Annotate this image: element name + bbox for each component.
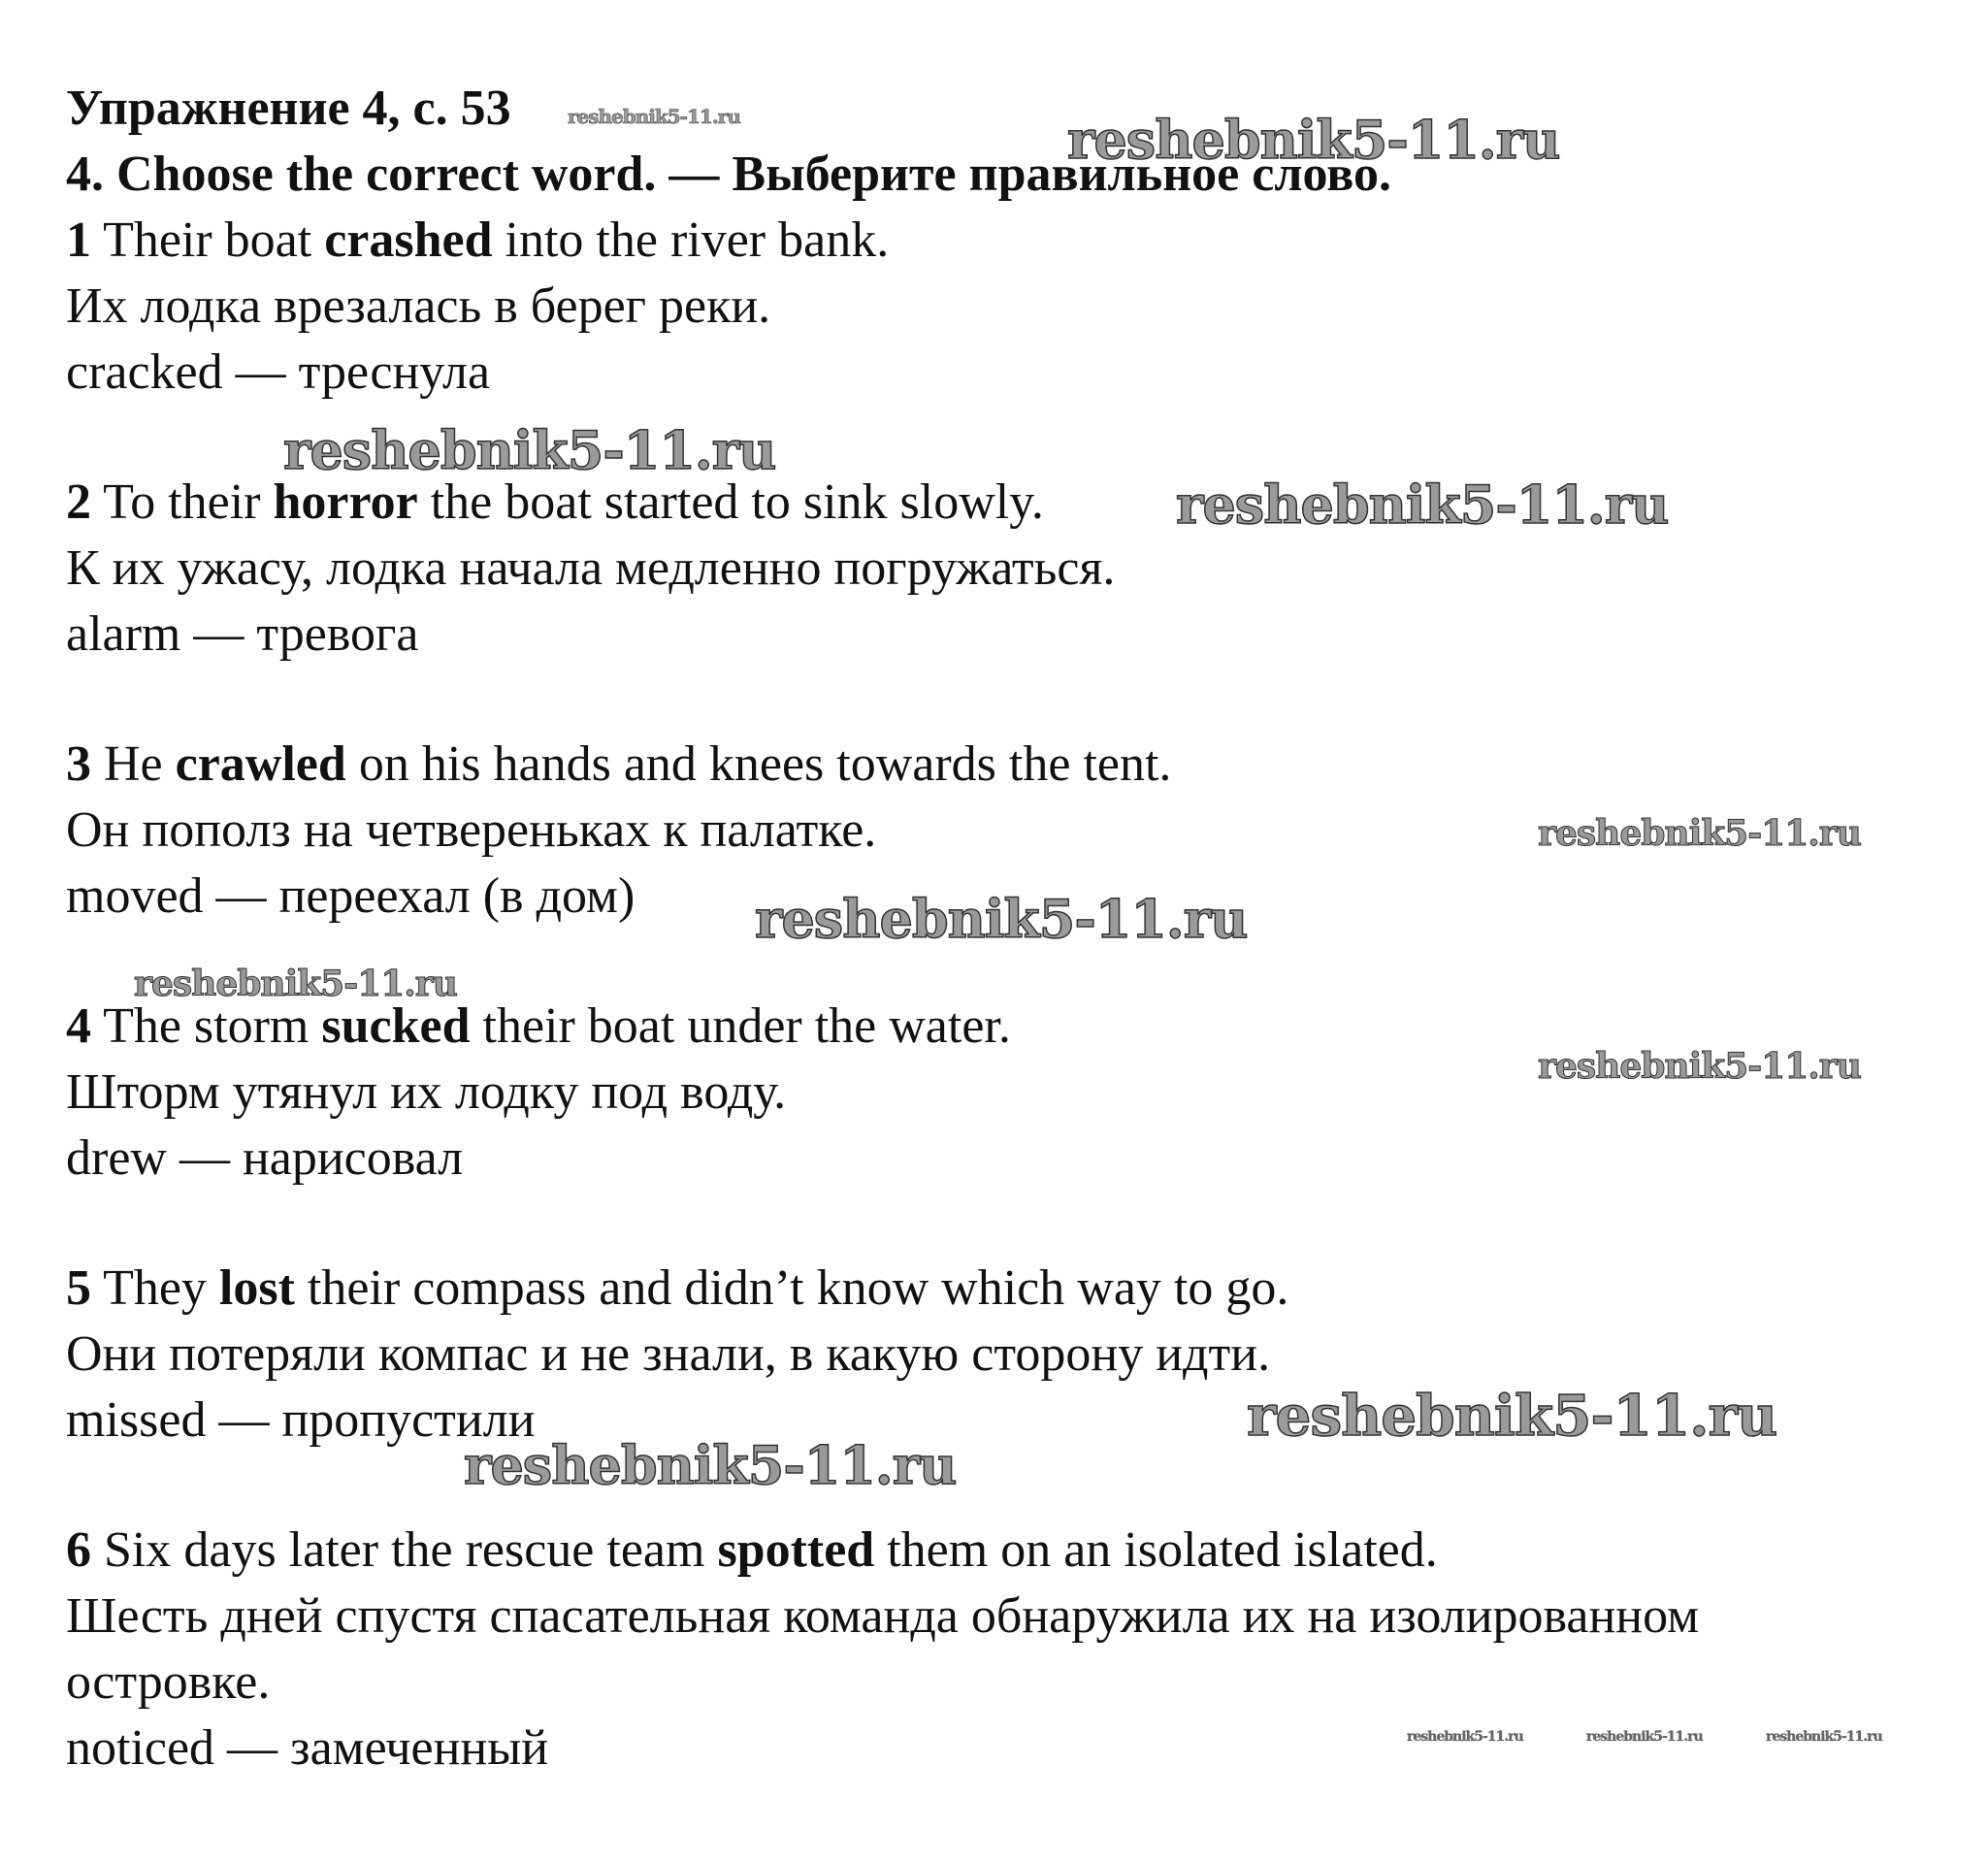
item-1-english: 1 Their boat crashed into the river bank. (66, 212, 890, 268)
item-4-translation: Шторм утянул их лодку под воду. (66, 1064, 787, 1120)
watermark: reshebnik5-11.ru (1067, 109, 1560, 171)
item-number: 2 (66, 474, 91, 530)
watermark: reshebnik5-11.ru (134, 964, 457, 1004)
watermark: reshebnik5-11.ru (1247, 1383, 1777, 1449)
watermark: reshebnik5-11.ru (568, 105, 740, 128)
item-3-translation: Он пополз на четвереньках к палатке. (66, 802, 877, 858)
watermark: reshebnik5-11.ru (755, 888, 1248, 950)
item-1-alternative: cracked — треснула (66, 344, 491, 400)
item-4-english: 4 The storm sucked their boat under the water. (66, 998, 1011, 1054)
task-instruction: 4. Choose the correct word. — Выберите правильное слово. (66, 147, 1391, 202)
item-5-english: 5 They lost their compass and didn’t know which way to go. (66, 1260, 1289, 1316)
item-6-translation: Шесть дней спустя спасательная команда обнаружила их на изолированном (66, 1588, 1700, 1644)
item-3-alternative: moved — переехал (в дом) (66, 868, 636, 924)
correct-word: horror (273, 474, 418, 530)
correct-word: crashed (324, 212, 493, 268)
item-2-translation: К их ужасу, лодка начала медленно погружаться. (66, 540, 1116, 596)
item-1-translation: Их лодка врезалась в берег реки. (66, 278, 771, 334)
item-number: 5 (66, 1260, 91, 1316)
watermark: reshebnik5-11.ru (464, 1434, 957, 1496)
item-4-alternative: drew — нарисовал (66, 1130, 464, 1186)
item-5-translation: Они потеряли компас и не знали, в какую сторону идти. (66, 1326, 1271, 1382)
watermark: reshebnik5-11.ru (1407, 1729, 1523, 1745)
correct-word: spotted (717, 1522, 875, 1578)
item-number: 4 (66, 998, 91, 1054)
item-6-translation-continued: островке. (66, 1654, 271, 1710)
item-2-alternative: alarm — тревога (66, 606, 419, 662)
watermark: reshebnik5-11.ru (1766, 1729, 1882, 1745)
watermark: reshebnik5-11.ru (1538, 1046, 1861, 1087)
correct-word: lost (218, 1260, 295, 1316)
watermark: reshebnik5-11.ru (1538, 813, 1861, 854)
watermark: reshebnik5-11.ru (283, 419, 776, 481)
exercise-title: Упражнение 4, с. 53 (66, 81, 511, 136)
item-6-alternative: noticed — замеченный (66, 1720, 549, 1776)
item-3-english: 3 He crawled on his hands and knees towards the tent. (66, 736, 1172, 792)
item-2-english: 2 To their horror the boat started to sink slowly. (66, 474, 1044, 530)
correct-word: crawled (175, 736, 346, 792)
item-6-english: 6 Six days later the rescue team spotted them on an isolated islated. (66, 1522, 1438, 1578)
item-number: 1 (66, 212, 91, 268)
watermark: reshebnik5-11.ru (1176, 474, 1669, 536)
watermark: reshebnik5-11.ru (1586, 1729, 1703, 1745)
item-5-alternative: missed — пропустили (66, 1392, 536, 1448)
item-number: 3 (66, 736, 91, 792)
correct-word: sucked (321, 998, 471, 1054)
item-number: 6 (66, 1522, 91, 1578)
